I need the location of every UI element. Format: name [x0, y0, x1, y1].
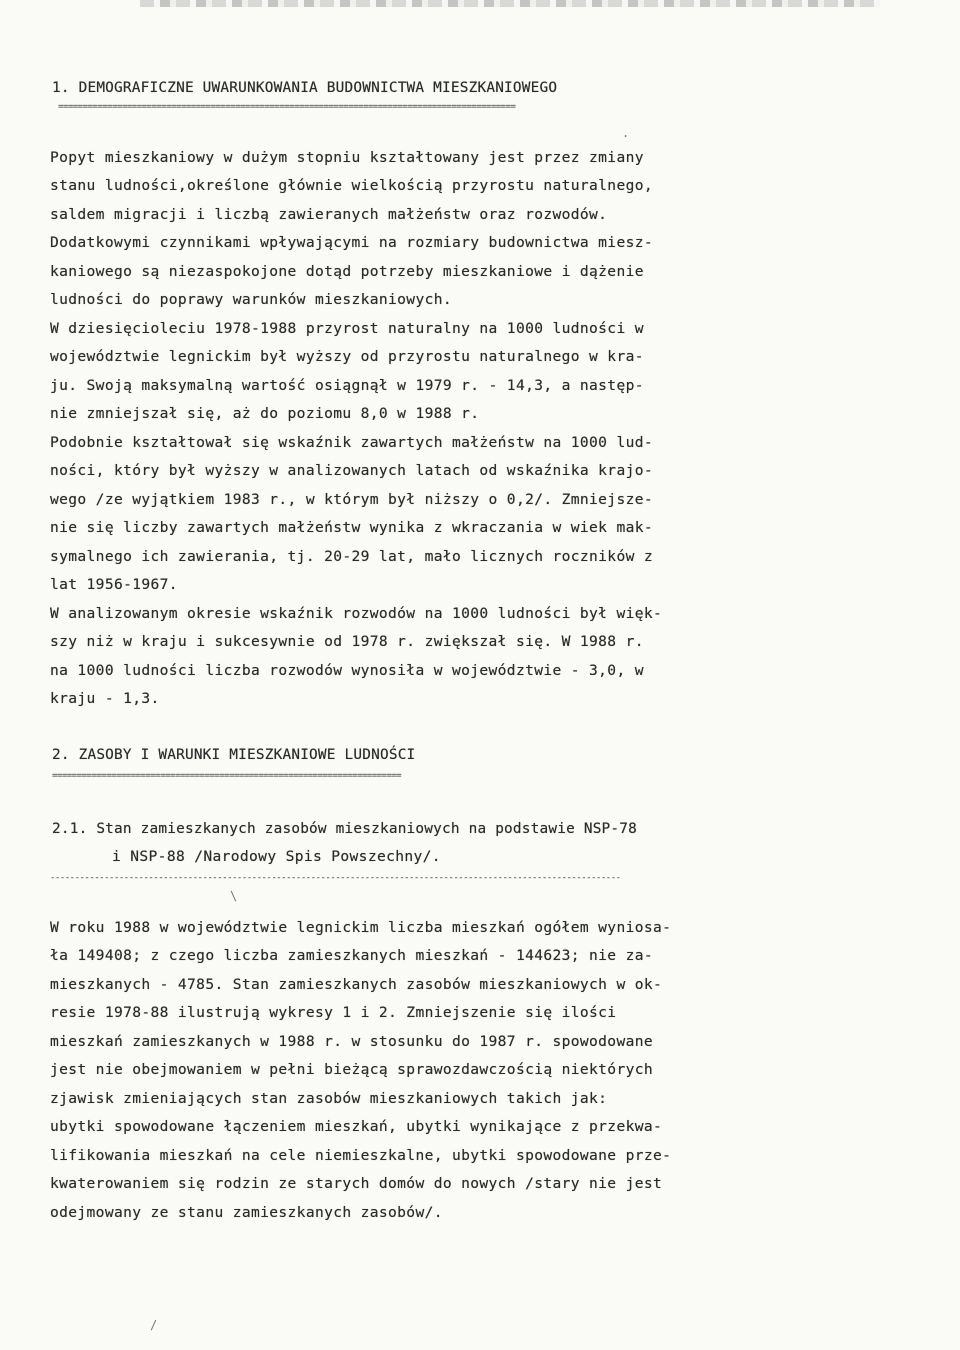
- section-1-line-12: ności, który był wyższy w analizowanych latach od wskaźnika krajo-: [50, 462, 653, 479]
- section-1-line-8: województwie legnickim był wyższy od przyrostu naturalnego w kra-: [50, 348, 644, 365]
- scan-speck: /: [150, 1318, 158, 1332]
- section-1-line-10: nie zmniejszał się, aż do poziomu 8,0 w 1988 r.: [50, 405, 480, 422]
- section-1-line-15: symalnego ich zawierania, tj. 20-29 lat, mało licznych roczników z: [50, 548, 653, 565]
- section-1-line-11: Podobnie kształtował się wskaźnik zawartych małżeństw na 1000 lud-: [50, 434, 653, 451]
- section-1-line-16: lat 1956-1967.: [50, 576, 178, 593]
- section-2-1-line-7: zjawisk zmieniających stan zasobów mieszkaniowych takich jak:: [50, 1090, 608, 1107]
- section-1-line-6: ludności do poprawy warunków mieszkaniowych.: [50, 291, 452, 308]
- section-1-line-14: nie się liczby zawartych małżeństw wynika z wkraczania w wiek mak-: [50, 519, 653, 536]
- section-2-1-heading-line-2: i NSP-88 /Narodowy Spis Powszechny/.: [112, 848, 441, 865]
- section-1-heading: 1. DEMOGRAFICZNE UWARUNKOWANIA BUDOWNICTWA MIESZKANIOWEGO: [52, 80, 558, 96]
- section-1-line-7: W dziesięcioleciu 1978-1988 przyrost naturalny na 1000 ludności w: [50, 320, 644, 337]
- top-scan-artifact: [140, 0, 880, 7]
- section-1-line-19: na 1000 ludności liczba rozwodów wynosiła w województwie - 3,0, w: [50, 662, 644, 679]
- section-2-1-underline: --------------------------------------------------------------------------------------------------------------------: [50, 874, 621, 883]
- section-1-underline: =============================================================================================: [58, 103, 516, 112]
- section-2-1-line-9: lifikowania mieszkań na cele niemieszkalne, ubytki spowodowane prze-: [50, 1147, 672, 1164]
- section-1-line-20: kraju - 1,3.: [50, 690, 160, 707]
- section-1-line-9: ju. Swoją maksymalną wartość osiągnął w 1979 r. - 14,3, a następ-: [50, 377, 644, 394]
- section-2-1-line-2: ła 149408; z czego liczba zamieszkanych mieszkań - 144623; nie za-: [50, 947, 653, 964]
- section-2-1-line-4: resie 1978-88 ilustrują wykresy 1 i 2. Zmniejszenie się ilości: [50, 1004, 617, 1021]
- section-2-1-line-6: jest nie obejmowaniem w pełni bieżącą sprawozdawczością niektórych: [50, 1061, 653, 1078]
- section-1-line-2: stanu ludności,określone głównie wielkością przyrostu naturalnego,: [50, 177, 653, 194]
- section-1-line-1: Popyt mieszkaniowy w dużym stopniu kształtowany jest przez zmiany: [50, 149, 644, 166]
- scan-speck: .: [622, 126, 630, 140]
- section-2-1-line-3: mieszkanych - 4785. Stan zamieszkanych zasobów mieszkaniowych w ok-: [50, 976, 663, 993]
- scan-speck: \: [230, 889, 238, 903]
- section-2-1-line-8: ubytki spowodowane łączeniem mieszkań, ubytki wynikające z przekwa-: [50, 1118, 663, 1135]
- section-1-line-4: Dodatkowymi czynnikami wpływającymi na rozmiary budownictwa miesz-: [50, 234, 653, 251]
- section-2-1-line-10: kwaterowaniem się rodzin ze starych domów do nowych /stary nie jest: [50, 1175, 663, 1192]
- section-2-1-heading-line-1: 2.1. Stan zamieszkanych zasobów mieszkaniowych na podstawie NSP-78: [52, 821, 638, 837]
- section-2-1-line-5: mieszkań zamieszkanych w 1988 r. w stosunku do 1987 r. spowodowane: [50, 1033, 653, 1050]
- section-1-line-13: wego /ze wyjątkiem 1983 r., w którym był niższy o 0,2/. Zmniejsze-: [50, 491, 653, 508]
- section-1-line-18: szy niż w kraju i sukcesywnie od 1978 r. zwiększał się. W 1988 r.: [50, 633, 644, 650]
- section-2-heading: 2. ZASOBY I WARUNKI MIESZKANIOWE LUDNOŚCI: [52, 747, 416, 763]
- section-2-1-line-11: odejmowany ze stanu zamieszkanych zasobów/.: [50, 1204, 443, 1221]
- section-2-1-line-1: W roku 1988 w województwie legnickim liczba mieszkań ogółem wyniosa-: [50, 919, 672, 936]
- section-1-line-5: kaniowego są niezaspokojone dotąd potrzeby mieszkaniowe i dążenie: [50, 263, 644, 280]
- section-1-line-17: W analizowanym okresie wskaźnik rozwodów na 1000 ludności był więk-: [50, 605, 663, 622]
- section-2-underline: =======================================================================: [52, 772, 402, 781]
- section-1-line-3: saldem migracji i liczbą zawieranych małżeństw oraz rozwodów.: [50, 206, 608, 223]
